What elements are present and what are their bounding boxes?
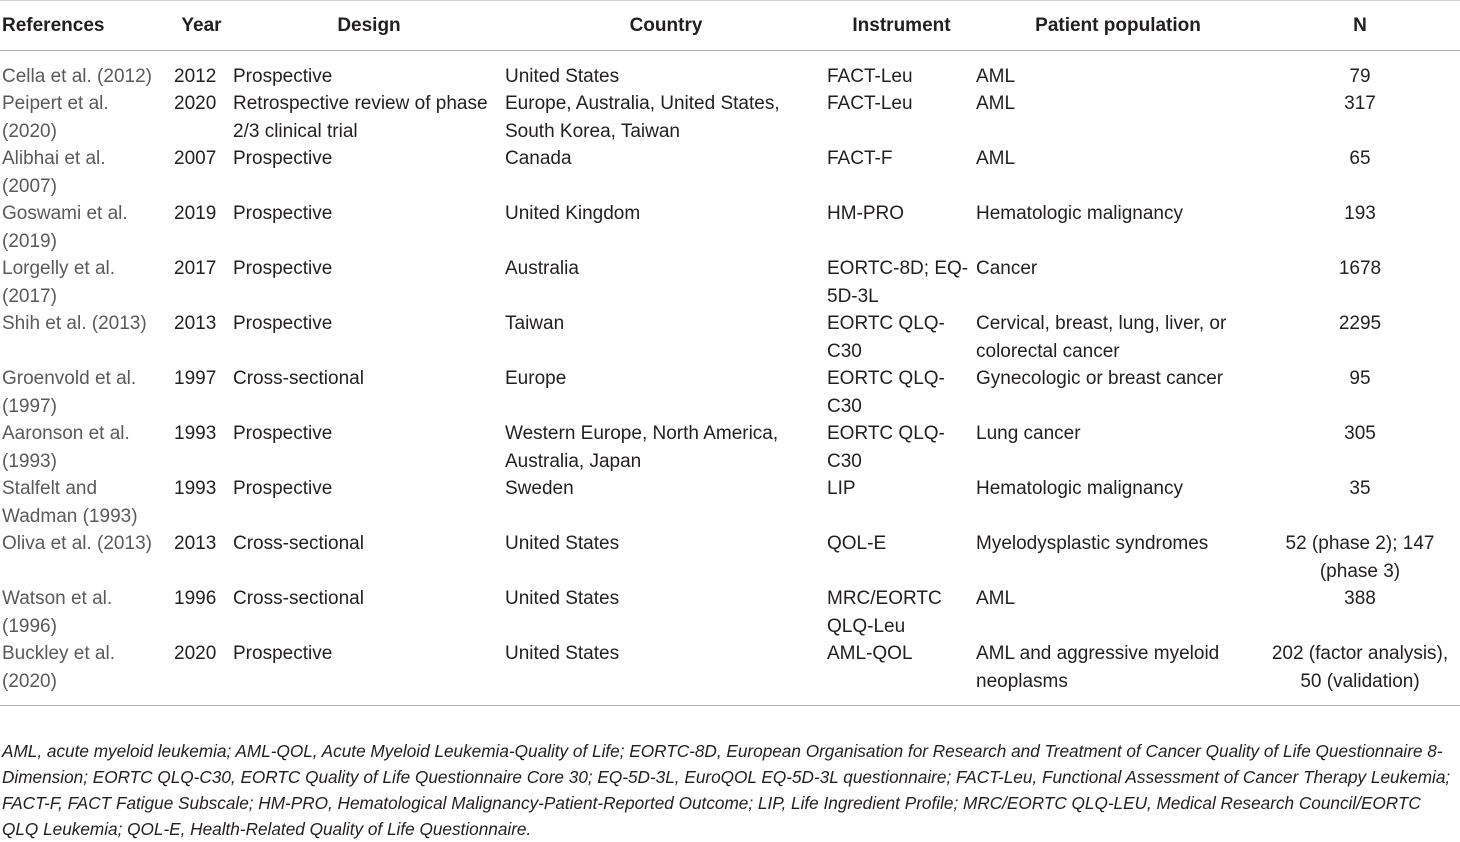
cell-reference: Groenvold et al. (1997) bbox=[2, 368, 137, 417]
cell-country: United States bbox=[505, 533, 620, 554]
cell-n: 305 bbox=[1344, 423, 1376, 444]
table-row bbox=[0, 50, 1460, 90]
table-row bbox=[0, 200, 1460, 255]
cell-design: Prospective bbox=[233, 148, 333, 169]
cell-instrument: HM-PRO bbox=[827, 203, 905, 224]
table-header bbox=[0, 1, 1460, 51]
cell-n: 193 bbox=[1344, 203, 1376, 224]
cell-reference: Goswami et al. (2019) bbox=[2, 203, 128, 252]
header-population: Patient population bbox=[1035, 15, 1201, 36]
cell-reference: Buckley et al. (2020) bbox=[2, 643, 115, 692]
header-design: Design bbox=[337, 15, 401, 36]
cell-instrument: LIP bbox=[827, 478, 856, 499]
cell-year: 1997 bbox=[174, 368, 217, 389]
cell-year: 2017 bbox=[174, 258, 217, 279]
cell-design: Cross-sectional bbox=[233, 533, 364, 554]
table-row bbox=[0, 145, 1460, 200]
cell-design: Cross-sectional bbox=[233, 588, 364, 609]
cell-reference: Aaronson et al. (1993) bbox=[2, 423, 130, 472]
cell-reference: Watson et al. (1996) bbox=[2, 588, 113, 637]
cell-population: Cervical, breast, lung, liver, or colorectal cancer bbox=[976, 313, 1227, 362]
table-row bbox=[0, 585, 1460, 640]
cell-year: 2007 bbox=[174, 148, 217, 169]
cell-year: 2013 bbox=[174, 533, 217, 554]
cell-population: AML bbox=[976, 93, 1016, 114]
header-country: Country bbox=[629, 15, 703, 36]
cell-n: 95 bbox=[1349, 368, 1371, 389]
table-row bbox=[0, 420, 1460, 475]
cell-country: United States bbox=[505, 643, 620, 664]
cell-n: 1678 bbox=[1338, 258, 1382, 279]
cell-population: AML bbox=[976, 588, 1016, 609]
cell-year: 1993 bbox=[174, 478, 217, 499]
cell-instrument: FACT-Leu bbox=[827, 65, 913, 87]
cell-population: Cancer bbox=[976, 258, 1038, 279]
cell-instrument: MRC/EORTC QLQ-Leu bbox=[827, 588, 942, 637]
table-row bbox=[0, 530, 1460, 585]
cell-country: Western Europe, North America, Australia, Japan bbox=[505, 423, 779, 472]
cell-country: Taiwan bbox=[505, 313, 565, 334]
cell-country: United States bbox=[505, 65, 620, 87]
cell-design: Prospective bbox=[233, 203, 333, 224]
cell-design: Retrospective review of phase 2/3 clinical trial bbox=[233, 93, 488, 142]
cell-population: Hematologic malignancy bbox=[976, 478, 1183, 499]
cell-instrument: FACT-F bbox=[827, 148, 893, 169]
table-row bbox=[0, 640, 1460, 706]
cell-year: 2012 bbox=[174, 65, 217, 87]
cell-year: 1996 bbox=[174, 588, 217, 609]
table-row bbox=[0, 90, 1460, 145]
cell-year: 2019 bbox=[174, 203, 217, 224]
cell-reference: Shih et al. (2013) bbox=[2, 313, 147, 334]
cell-population: AML and aggressive myeloid neoplasms bbox=[976, 643, 1220, 692]
table-row bbox=[0, 475, 1460, 530]
cell-year: 1993 bbox=[174, 423, 217, 444]
cell-reference: Stalfelt and Wadman (1993) bbox=[2, 478, 138, 527]
cell-population: Gynecologic or breast cancer bbox=[976, 368, 1224, 389]
cell-country: United Kingdom bbox=[505, 203, 641, 224]
cell-instrument: EORTC QLQ-C30 bbox=[827, 423, 945, 472]
cell-country: Canada bbox=[505, 148, 572, 169]
cell-population: AML bbox=[976, 65, 1016, 87]
cell-population: AML bbox=[976, 148, 1016, 169]
table-footnote: AML, acute myeloid leukemia; AML-QOL, Acute Myeloid Leukemia-Quality of Life; EORTC-8D, European Organisation for Research and Treatment of Cancer Quality of Life Questionnaire 8-Dimension; EORTC QLQ-C30, EORTC Quality of Life Questionnaire Core 30; EQ-5D-3L, EuroQOL EQ-5D-3L questionnaire; FACT-Leu, Functional Assessment of Cancer Therapy Leukemia; FACT-F, FACT Fatigue Subscale; HM-PRO, Hematological Malignancy-Patient-Reported Outcome; LIP, Life Ingredient Profile; MRC/EORTC QLQ-LEU, Medical Research Council/EORTC QLQ Leukemia; QOL-E, Health-Related Quality of Life Questionnaire. bbox=[2, 741, 1451, 839]
cell-n: 79 bbox=[1349, 65, 1371, 87]
cell-n: 317 bbox=[1344, 93, 1376, 114]
cell-country: Sweden bbox=[505, 478, 574, 499]
cell-design: Prospective bbox=[233, 478, 333, 499]
cell-n: 388 bbox=[1344, 588, 1376, 609]
cell-instrument: EORTC-8D; EQ-5D-3L bbox=[827, 258, 969, 307]
cell-reference: Oliva et al. (2013) bbox=[2, 533, 152, 554]
cell-country: United States bbox=[505, 588, 620, 609]
cell-instrument: AML-QOL bbox=[827, 643, 913, 664]
cell-n: 65 bbox=[1349, 148, 1371, 169]
cell-reference: Lorgelly et al. (2017) bbox=[2, 258, 116, 307]
cell-instrument: EORTC QLQ-C30 bbox=[827, 313, 945, 362]
table-row bbox=[0, 365, 1460, 420]
cell-n: 52 (phase 2); 147 (phase 3) bbox=[1285, 533, 1435, 582]
cell-design: Prospective bbox=[233, 313, 333, 334]
cell-design: Cross-sectional bbox=[233, 368, 364, 389]
header-references: References bbox=[2, 15, 105, 36]
cell-design: Prospective bbox=[233, 65, 333, 87]
cell-reference: Peipert et al. (2020) bbox=[2, 93, 109, 142]
table-row bbox=[0, 255, 1460, 310]
cell-design: Prospective bbox=[233, 643, 333, 664]
cell-year: 2020 bbox=[174, 643, 217, 664]
cell-n: 2295 bbox=[1338, 313, 1382, 334]
cell-reference: Cella et al. (2012) bbox=[2, 65, 152, 87]
cell-country: Europe bbox=[505, 368, 567, 389]
cell-instrument: QOL-E bbox=[827, 533, 887, 554]
cell-country: Europe, Australia, United States, South Korea, Taiwan bbox=[505, 93, 780, 142]
table-row bbox=[0, 310, 1460, 365]
cell-country: Australia bbox=[505, 258, 579, 279]
cell-year: 2013 bbox=[174, 313, 217, 334]
cell-n: 35 bbox=[1349, 478, 1371, 499]
header-instrument: Instrument bbox=[852, 15, 951, 36]
cell-instrument: FACT-Leu bbox=[827, 93, 913, 114]
cell-population: Myelodysplastic syndromes bbox=[976, 533, 1209, 554]
cell-n: 202 (factor analysis), 50 (validation) bbox=[1271, 643, 1449, 692]
cell-year: 2020 bbox=[174, 93, 217, 114]
cell-reference: Alibhai et al. (2007) bbox=[2, 148, 106, 197]
table-body bbox=[0, 50, 1460, 706]
cell-design: Prospective bbox=[233, 258, 333, 279]
header-year: Year bbox=[181, 15, 222, 36]
header-n: N bbox=[1353, 15, 1367, 36]
cell-instrument: EORTC QLQ-C30 bbox=[827, 368, 945, 417]
cell-population: Hematologic malignancy bbox=[976, 203, 1183, 224]
cell-design: Prospective bbox=[233, 423, 333, 444]
cell-population: Lung cancer bbox=[976, 423, 1081, 444]
